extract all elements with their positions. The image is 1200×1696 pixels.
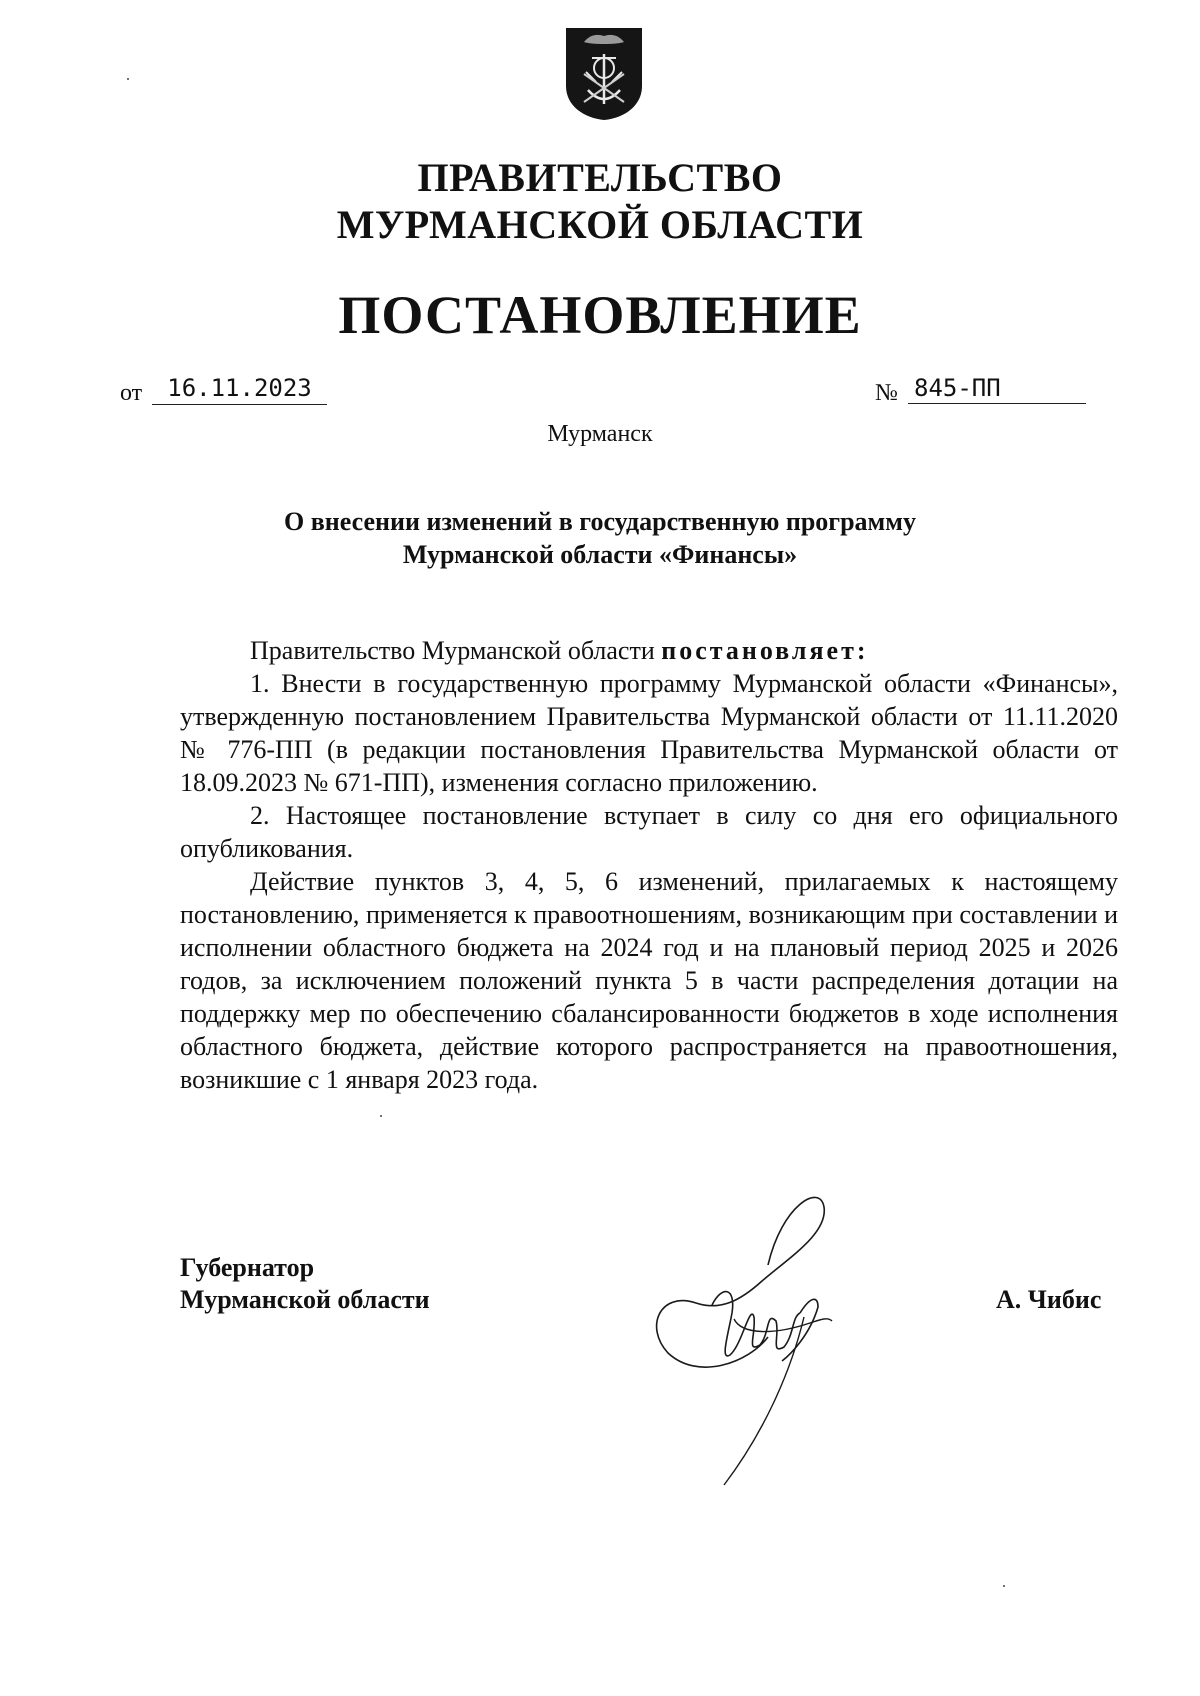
scan-speck [127,78,129,80]
scan-speck [1003,1585,1005,1587]
document-body [180,634,1118,1096]
position-line1: Губернатор [180,1253,315,1282]
title-line2: Мурманской области «Финансы» [402,540,798,569]
intro-text: Правительство Мурманской области [250,636,662,665]
scan-speck [380,1115,382,1117]
document-date: 16.11.2023 [152,372,327,405]
title-line1: О внесении изменений в государственную программу [284,507,916,536]
number-label: № [875,380,898,406]
signatory-name: А. Чибис [996,1285,1102,1314]
paragraph-3: Действие пунктов 3, 4, 5, 6 изменений, прилагаемых к настоящему постановлению, применяется к правоотношениям, возникающим при составлении и исполнении областного бюджета на 2024 год и на плановый период 2025 и 2026 годов, за исключением положений пункта 5 в части распределения дотации на поддержку мер по обеспечению сбалансированности бюджетов в ходе исполнения областного бюджета, действие которого распространяется на правоотношения, возникшие с 1 января 2023 года. [180,867,1118,1094]
signatory-position [180,1252,430,1316]
position-line2: Мурманской области [180,1285,430,1314]
intro-resolves: постановляет: [661,636,869,665]
coat-of-arms-icon [562,24,646,122]
document-title [0,505,1200,571]
paragraph-2: 2. Настоящее постановление вступает в силу со дня его официального опубликования. [180,801,1118,863]
date-label: от [120,380,143,406]
paragraph-1: 1. Внести в государственную программу Мурманской области «Финансы», утвержденную постановлением Правительства Мурманской области от 11.11.2020 № 776-ПП (в редакции постановления Правительства Мурманской области от 18.09.2023 № 671-ПП), изменения согласно приложению. [180,669,1118,797]
org-name-line1: ПРАВИТЕЛЬСТВО [417,155,783,200]
intro-paragraph [180,634,1118,667]
city: Мурманск [547,421,653,447]
handwritten-signature-icon [650,1185,880,1505]
document-number: 845-ПП [908,372,1086,404]
org-name-line2: МУРМАНСКОЙ ОБЛАСТИ [336,202,864,247]
document-type: ПОСТАНОВЛЕНИЕ [338,285,862,345]
